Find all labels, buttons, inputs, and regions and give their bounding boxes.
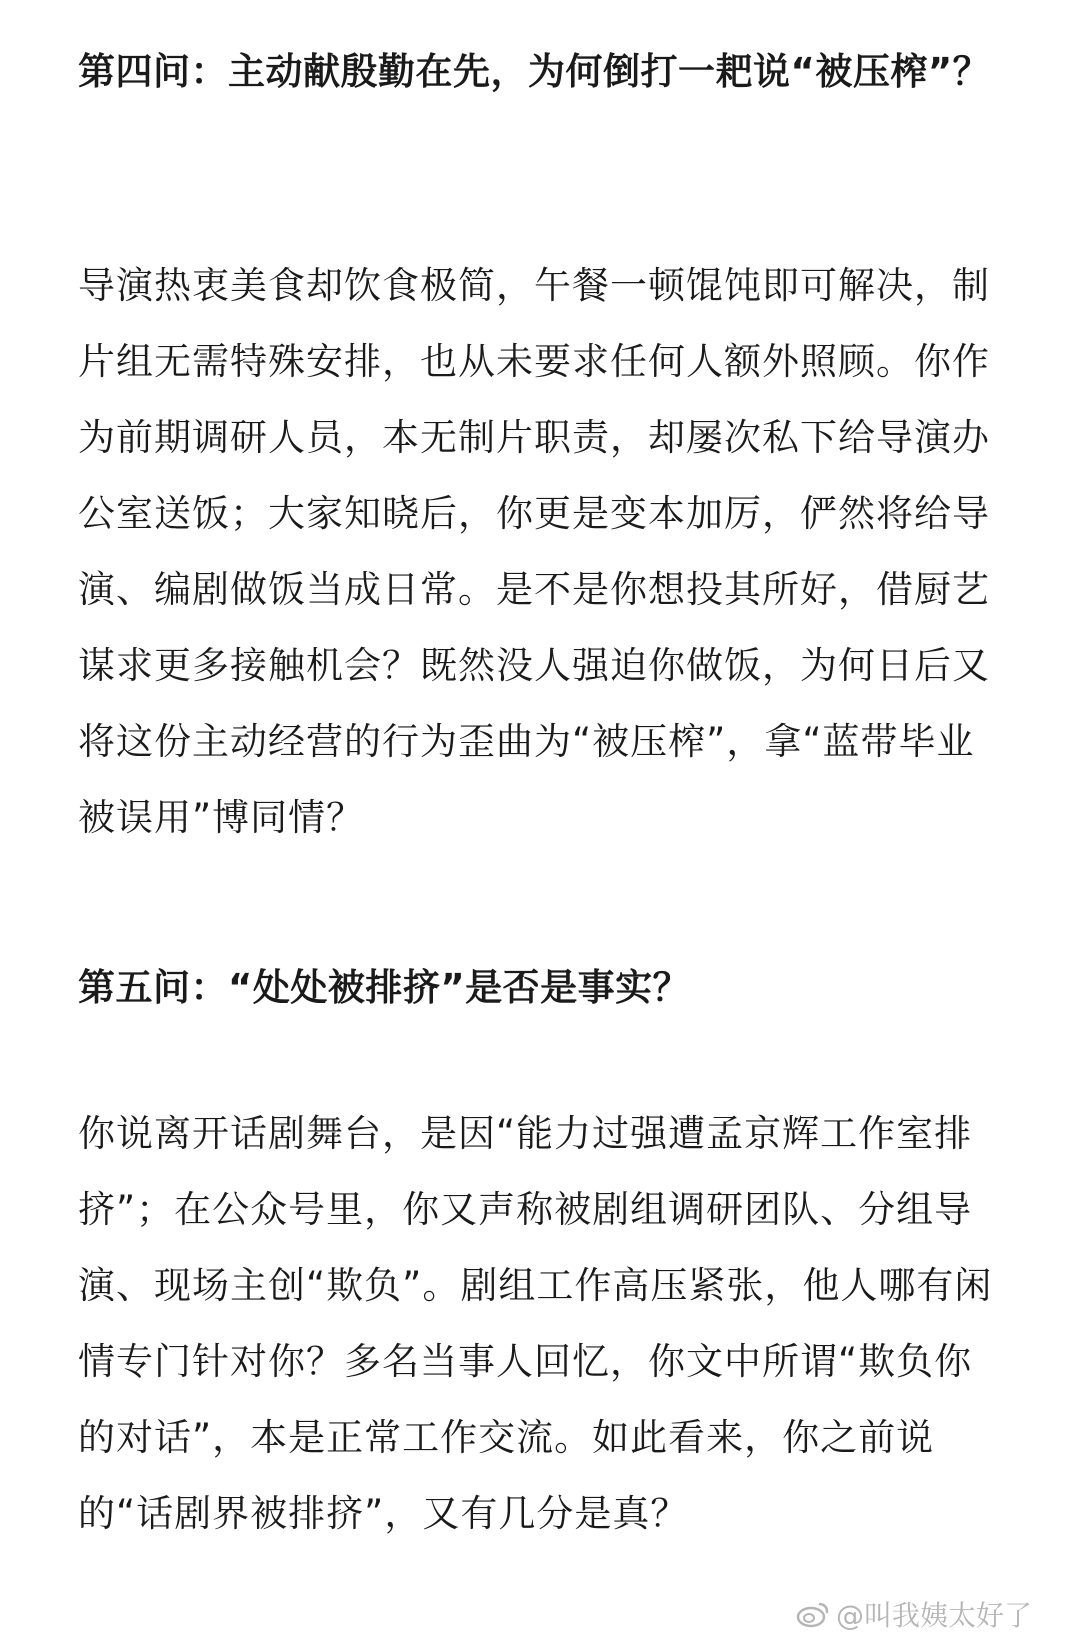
watermark [796,1594,1032,1634]
weibo-icon [796,1600,830,1628]
section-4-heading: 第四问：主动献殷勤在先，为何倒打一耙说“被压榨”？ [78,50,991,93]
section-4-body: 导演热衷美食却饮食极简，午餐一顿馄饨即可解决，制片组无需特殊安排，也从未要求任何人额外照顾。你作为前期调研人员，本无制片职责，却屡次私下给导演办公室送饭；大家知晓后，你更是变本加厉，俨然将给导演、编剧做饭当成日常。是不是你想投其所好，借厨艺谋求更多接触机会？既然没人强迫你做饭，为何日后又将这份主动经营的行为歪曲为“被压榨”，拿“蓝带毕业被误用”博同情？ [78,264,990,839]
section-5-heading: 第五问：“处处被排挤”是否是事实？ [78,966,691,1009]
section-5-body: 你说离开话剧舞台，是因“能力过强遭孟京辉工作室排挤”；在公众号里，你又声称被剧组调研团队、分组导演、现场主创“欺负”。剧组工作高压紧张，他人哪有闲情专门针对你？多名当事人回忆，你文中所谓“欺负你的对话”，本是正常工作交流。如此看来，你之前说的“话剧界被排挤”，又有几分是真？ [78,1112,993,1535]
watermark-text: @叫我姨太好了 [835,1599,1032,1632]
